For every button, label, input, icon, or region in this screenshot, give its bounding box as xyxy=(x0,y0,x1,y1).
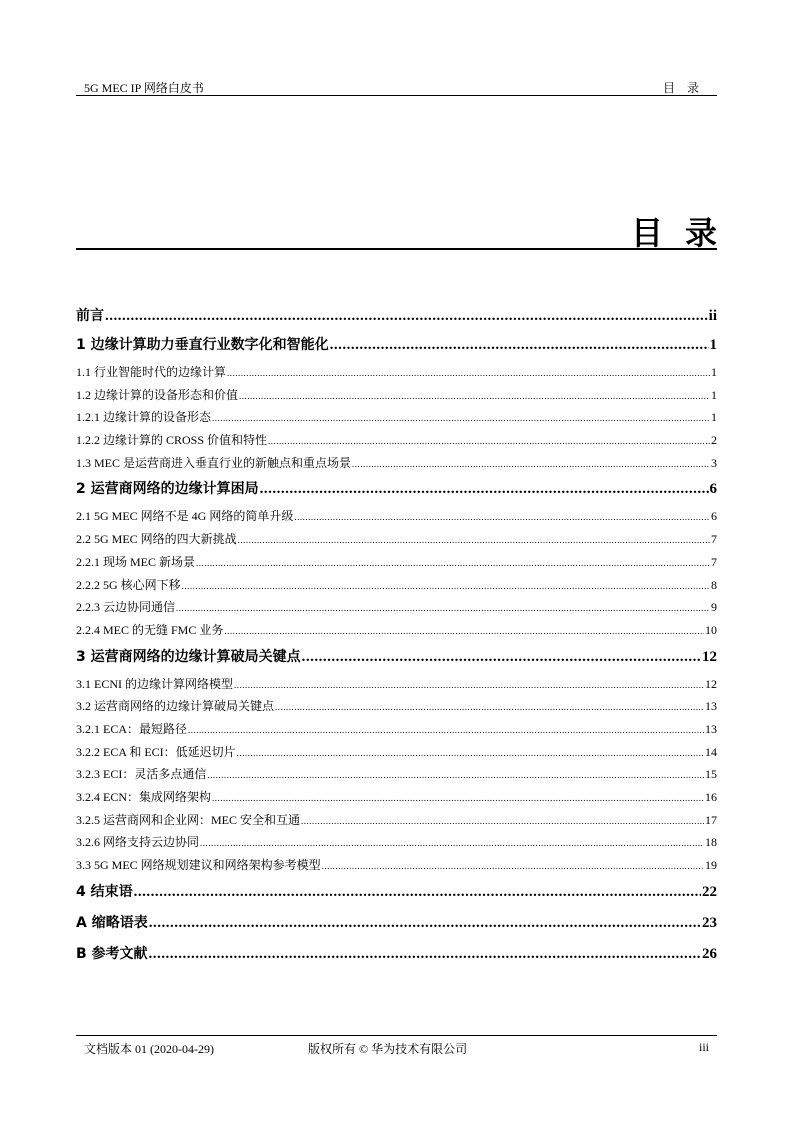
toc-leader xyxy=(239,384,710,408)
toc-leader xyxy=(196,551,710,575)
toc-entry-page: 13 xyxy=(705,721,717,736)
toc-entry-title: 1.2.1 边缘计算的设备形态 xyxy=(76,410,212,425)
toc-entry-page: 16 xyxy=(705,790,717,804)
toc-leader xyxy=(182,574,710,598)
toc-entry[interactable] xyxy=(76,786,717,809)
toc-leader xyxy=(238,528,710,552)
toc-entry[interactable] xyxy=(76,330,717,361)
toc-entry-title: 3.2.2 ECA 和 ECI：低延迟切片 xyxy=(76,744,236,759)
toc-entry-page: 13 xyxy=(705,699,717,714)
toc-entry-page: ii xyxy=(708,308,717,324)
toc-entry-title: 3.1 ECNI 的边缘计算网络模型 xyxy=(76,676,233,691)
page-header xyxy=(76,79,717,96)
toc-entry-page: 10 xyxy=(705,622,717,637)
toc-entry-title: 3.3 5G MEC 网络规划建议和网络架构参考模型 xyxy=(76,858,321,873)
toc-leader xyxy=(212,786,704,810)
toc-entry[interactable] xyxy=(76,619,717,642)
toc-entry[interactable] xyxy=(76,642,717,673)
toc-entry-page: 14 xyxy=(705,744,717,759)
toc-entry-title: A 缩略语表 xyxy=(76,914,148,931)
toc-entry[interactable] xyxy=(76,474,717,505)
toc-leader xyxy=(234,673,704,697)
toc-entry[interactable] xyxy=(76,908,717,939)
toc-entry-title: 2.2.2 5G 核心网下移 xyxy=(76,577,181,592)
toc-entry[interactable] xyxy=(76,574,717,597)
toc-leader xyxy=(188,718,704,742)
toc-entry-page: 6 xyxy=(709,481,717,498)
toc-leader xyxy=(352,452,710,476)
toc-entry[interactable] xyxy=(76,429,717,452)
toc-entry[interactable] xyxy=(76,505,717,528)
toc-entry[interactable] xyxy=(76,763,717,786)
toc-entry[interactable] xyxy=(76,406,717,429)
toc-leader xyxy=(176,596,710,620)
toc-entry[interactable] xyxy=(76,877,717,908)
toc-leader xyxy=(149,908,701,939)
toc-entry[interactable] xyxy=(76,939,717,970)
toc-entry[interactable] xyxy=(76,596,717,619)
toc-entry[interactable] xyxy=(76,384,717,407)
toc-entry-page: 1 xyxy=(711,365,717,379)
toc-entry-page: 17 xyxy=(705,812,717,827)
toc-entry[interactable] xyxy=(76,695,717,718)
toc-entry-page: 7 xyxy=(711,554,717,569)
toc-entry-title: 1.1 行业智能时代的边缘计算 xyxy=(76,365,227,379)
toc-entry[interactable] xyxy=(76,831,717,854)
toc-entry-page: 1 xyxy=(711,387,717,402)
toc-leader xyxy=(207,763,704,787)
footer-page-number: iii xyxy=(698,1040,709,1054)
toc-leader xyxy=(275,695,704,719)
toc-leader xyxy=(200,831,704,855)
toc-entry[interactable] xyxy=(76,718,717,741)
toc-entry-title: 前言 xyxy=(76,308,104,324)
toc-entry-page: 15 xyxy=(705,767,717,782)
toc-entry-page: 26 xyxy=(702,945,717,962)
toc-entry-title: 4 结束语 xyxy=(76,883,133,900)
toc-entry-page: 3 xyxy=(711,455,717,470)
toc-entry-title: 3.2.1 ECA：最短路径 xyxy=(76,721,188,736)
toc-entry[interactable] xyxy=(76,673,717,696)
toc-entry-title: 1.3 MEC 是运营商进入垂直行业的新触点和重点场景 xyxy=(76,455,352,470)
toc-leader xyxy=(212,406,710,430)
toc-leader xyxy=(322,854,704,878)
toc-entry-title: 2 运营商网络的边缘计算困局 xyxy=(76,481,259,498)
toc-entry-page: 1 xyxy=(711,410,717,425)
toc-entry-page: 1 xyxy=(709,337,717,353)
toc-entry[interactable] xyxy=(76,854,717,877)
toc-entry[interactable] xyxy=(76,361,717,384)
header-section-title: 目录 xyxy=(662,81,711,95)
page-footer xyxy=(76,1035,717,1056)
toc-entry-title: 3.2.3 ECI：灵活多点通信 xyxy=(76,767,207,782)
footer-doc-version: 文档版本 01 (2020-04-29) xyxy=(84,1042,214,1056)
page-title: 目录 xyxy=(630,214,739,252)
toc-leader xyxy=(105,302,708,330)
toc-entry-title: 3.2.5 运营商网和企业网：MEC 安全和互通 xyxy=(76,812,301,827)
toc-entry-title: 2.2.4 MEC 的无缝 FMC 业务 xyxy=(76,622,224,637)
toc-entry-title: 1.2 边缘计算的设备形态和价值 xyxy=(76,387,239,402)
toc-entry-page: 8 xyxy=(711,577,717,592)
toc-entry-title: 1 边缘计算助力垂直行业数字化和智能化 xyxy=(76,337,329,353)
toc-entry-page: 7 xyxy=(711,532,717,547)
toc-entry-title: B 参考文献 xyxy=(76,945,148,962)
toc-entry[interactable] xyxy=(76,551,717,574)
toc-entry-title: 2.2.3 云边协同通信 xyxy=(76,600,176,615)
title-divider xyxy=(76,248,717,250)
toc-leader xyxy=(268,429,710,453)
toc-leader xyxy=(301,809,704,833)
toc-entry[interactable] xyxy=(76,452,717,475)
toc-entry-page: 19 xyxy=(705,858,717,873)
toc-entry[interactable] xyxy=(76,528,717,551)
toc-leader xyxy=(237,741,704,765)
toc-leader xyxy=(260,474,709,505)
toc-entry-page: 6 xyxy=(711,509,717,524)
toc-entry-page: 12 xyxy=(702,648,717,665)
toc-entry-title: 2.2 5G MEC 网络的四大新挑战 xyxy=(76,532,237,547)
toc-entry-page: 12 xyxy=(705,676,717,691)
toc-entry-page: 2 xyxy=(711,433,717,448)
toc-entry-title: 3 运营商网络的边缘计算破局关键点 xyxy=(76,648,301,665)
toc-entry-title: 3.2 运营商网络的边缘计算破局关键点 xyxy=(76,699,275,714)
toc-leader xyxy=(134,877,701,908)
toc-entry-page: 23 xyxy=(702,914,717,931)
toc-entry-title: 1.2.2 边缘计算的 CROSS 价值和特性 xyxy=(76,433,268,448)
toc-entry-page: 9 xyxy=(711,600,717,615)
toc-leader xyxy=(294,505,710,529)
toc-entry-title: 3.2.6 网络支持云边协同 xyxy=(76,835,200,850)
header-doc-title: 5G MEC IP 网络白皮书 xyxy=(84,81,204,95)
toc-entry[interactable] xyxy=(76,809,717,832)
toc-entry-page: 22 xyxy=(702,883,717,900)
toc-entry[interactable] xyxy=(76,302,717,330)
footer-copyright: 版权所有 © 华为技术有限公司 xyxy=(308,1042,468,1056)
toc-entry-title: 2.1 5G MEC 网络不是 4G 网络的简单升级 xyxy=(76,509,294,524)
toc-entry-page: 18 xyxy=(705,835,717,850)
toc-leader xyxy=(330,330,709,361)
toc-leader xyxy=(224,619,704,643)
toc-leader xyxy=(227,361,710,385)
toc-entry-title: 2.2.1 现场 MEC 新场景 xyxy=(76,554,196,569)
toc-leader xyxy=(302,642,701,673)
toc-leader xyxy=(149,939,701,970)
toc-entry-title: 3.2.4 ECN：集成网络架构 xyxy=(76,790,212,804)
toc-entry[interactable] xyxy=(76,741,717,764)
table-of-contents xyxy=(76,302,717,970)
